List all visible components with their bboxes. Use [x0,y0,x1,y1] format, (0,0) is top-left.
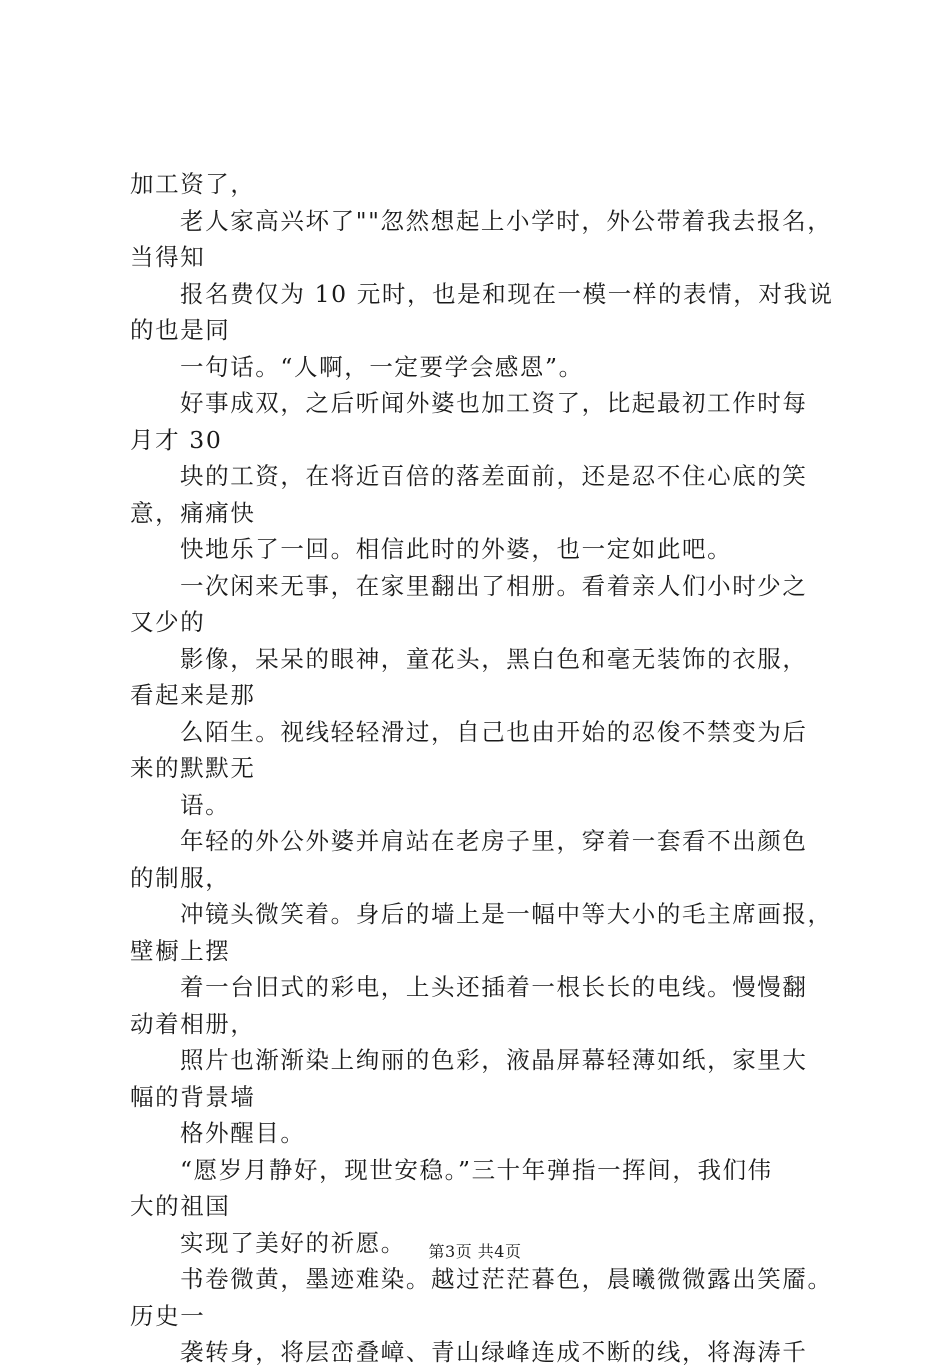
text-line: 意，痛痛快 [130,498,256,527]
text-line: 着一台旧式的彩电，上头还插着一根长长的电线。慢慢翻 [180,973,808,1001]
text-line: 格外醒目。 [180,1119,306,1147]
text-line: 冲镜头微笑着。身后的墙上是一幅中等大小的毛主席画报， [180,900,833,928]
text-line: 块的工资，在将近百倍的落差面前，还是忍不住心底的笑 [180,462,808,490]
text-line: 当得知 [130,243,206,271]
text-line: 老人家高兴坏了""忽然想起上小学时，外公带着我去报名， [180,206,833,235]
text-line: 书卷微黄，墨迹难染。越过茫茫暮色，晨曦微微露出笑靥。 [180,1265,833,1293]
text-line: 影像，呆呆的眼神，童花头，黑白色和毫无装饰的衣服， [180,644,808,673]
text-line: 幅的背景墙 [130,1082,256,1111]
text-line: 好事成双，之后听闻外婆也加工资了，比起最初工作时每 [180,389,808,417]
text-line: 一句话。“人啊，一定要学会感恩”。 [180,352,584,381]
text-line: 语。 [180,790,231,819]
text-line: 的制服， [130,863,231,892]
text-line: 又少的 [130,608,206,636]
text-line: “愿岁月静好，现世安稳。”三十年弹指一挥间，我们伟 [180,1155,773,1184]
text-line: 么陌生。视线轻轻滑过，自己也由开始的忍俊不禁变为后 [180,717,808,746]
text-line: 报名费仅为 10 元时，也是和现在一模一样的表情，对我说 [180,279,834,308]
text-line: 照片也渐渐染上绚丽的色彩，液晶屏幕轻薄如纸，家里大 [180,1046,808,1074]
text-line: 大的祖国 [130,1192,231,1220]
text-line: 袭转身，将层峦叠嶂、青山绿峰连成不断的线，将海涛千 [180,1338,808,1366]
text-line: 壁橱上摆 [130,936,231,965]
text-line: 月才 30 [130,425,223,454]
text-line: 实现了美好的祈愿。 [180,1228,406,1257]
text-line: 看起来是那 [130,681,256,709]
body-text [130,166,850,1371]
text-line: 一次闲来无事，在家里翻出了相册。看着亲人们小时少之 [180,571,808,600]
text-line: 年轻的外公外婆并肩站在老房子里，穿着一套看不出颜色 [180,827,808,855]
text-line: 来的默默无 [130,754,256,782]
text-line: 历史一 [130,1301,206,1330]
page-number-footer: 第3页 共4页 [428,1242,522,1261]
text-line: 动着相册， [130,1009,256,1038]
text-line: 快地乐了一回。相信此时的外婆，也一定如此吧。 [180,535,733,563]
text-line: 的也是同 [130,316,231,344]
text-line: 加工资了， [130,170,256,198]
